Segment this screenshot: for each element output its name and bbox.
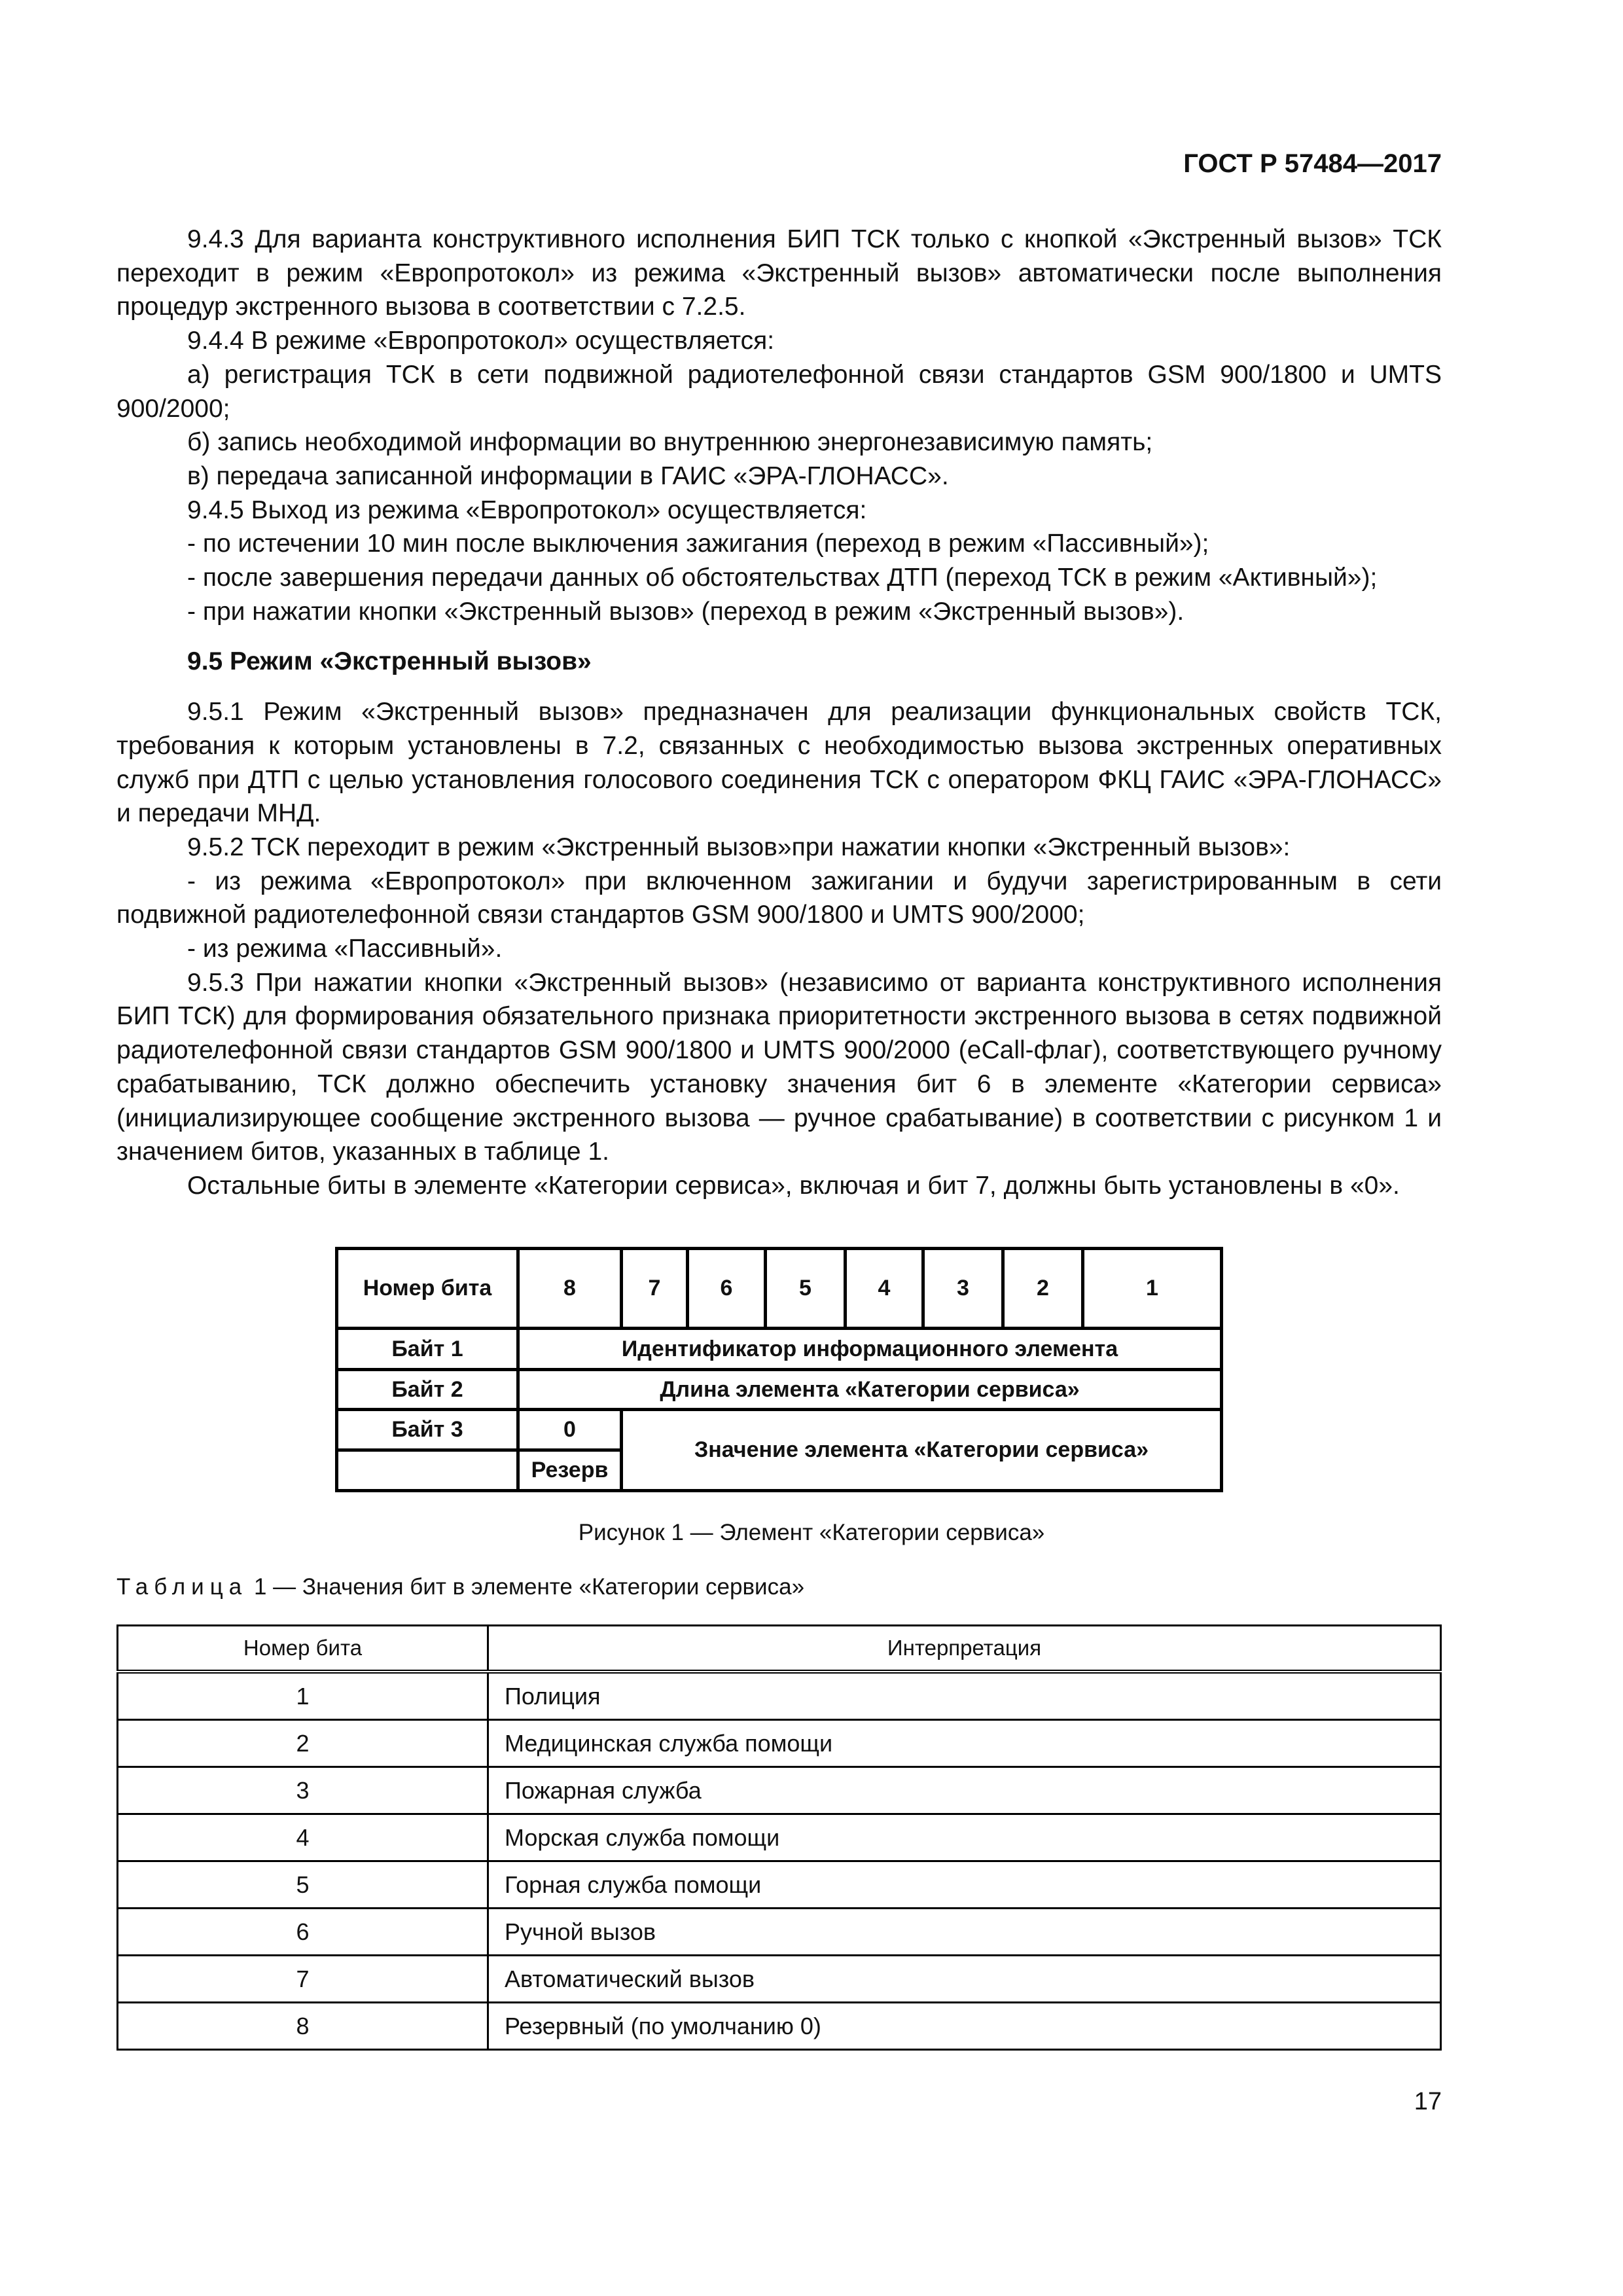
service-category-figure [335, 1247, 1223, 1492]
table-row [118, 2003, 1441, 2050]
interpretation-cell: Морская служба помощи [488, 1814, 1441, 1861]
paragraph: - после завершения передачи данных об обстоятельствах ДТП (переход ТСК в режим «Активный»); [187, 564, 1378, 592]
table-row [118, 1672, 1441, 1720]
table-row [118, 1909, 1441, 1956]
paragraph: - из режима «Пассивный». [187, 935, 503, 963]
figure-bit8-value: 0 [518, 1410, 622, 1450]
figure-empty-cell [337, 1450, 518, 1491]
table-caption-word: Таблица [116, 1574, 248, 1600]
table-row [118, 1767, 1441, 1814]
bit-number-cell: 4 [118, 1814, 488, 1861]
table-row [118, 1861, 1441, 1909]
column-header: Интерпретация [488, 1626, 1441, 1672]
interpretation-cell: Пожарная служба [488, 1767, 1441, 1814]
figure-byte-value: Значение элемента «Категории сервиса» [622, 1410, 1222, 1491]
figure-reserve-label: Резерв [518, 1450, 622, 1491]
table-row [118, 1720, 1441, 1767]
body-text [116, 223, 1442, 1203]
section-heading: 9.5 Режим «Экстренный вызов» [187, 647, 592, 676]
section-9-5-paragraphs [116, 695, 1442, 1203]
figure-bit: 4 [846, 1249, 923, 1329]
interpretation-cell: Горная служба помощи [488, 1861, 1441, 1909]
figure-bit: 6 [688, 1249, 766, 1329]
paragraph: в) передача записанной информации в ГАИС «ЭРА-ГЛОНАСС». [187, 461, 949, 490]
figure-byte2-row [337, 1370, 1222, 1410]
paragraph: - при нажатии кнопки «Экстренный вызов» (переход в режим «Экстренный вызов»). [187, 597, 1185, 626]
section-9-4-paragraphs [116, 223, 1442, 628]
paragraph: 9.5.1 Режим «Экстренный вызов» предназначен для реализации функциональных свойств ТСК, требования к которым установлены в 7.2, связанных с необходимостью вызова экстренных оперативных служб при ДТП с целью установления голосового соединения ТСК с оператором ФКЦ ГАИС «ЭРА-ГЛОНАСС» и передачи МНД. [116, 698, 1442, 828]
paragraph: 9.4.3 Для варианта конструктивного исполнения БИП ТСК только с кнопкой «Экстренный вызов» ТСК переходит в режим «Европротокол» из режима «Экстренный вызов» автоматически после выполнения процедур экстренного вызова в соответствии с 7.2.5. [116, 225, 1442, 321]
table-row [118, 1814, 1441, 1861]
figure-bit: 5 [766, 1249, 846, 1329]
figure-bit: 8 [518, 1249, 622, 1329]
paragraph: - по истечении 10 мин после выключения зажигания (переход в режим «Пассивный»); [187, 529, 1209, 558]
interpretation-cell: Полиция [488, 1672, 1441, 1720]
paragraph: 9.5.3 При нажатии кнопки «Экстренный вызов» (независимо от варианта конструктивного исполнения БИП ТСК) для формирования обязательного признака приоритетности экстренного вызова в сетях подвижной радиотелефонной связи стандартов GSM 900/1800 и UMTS 900/2000 (eCall-флаг), соответствующего ручному срабатыванию, ТСК должно обеспечить установку значения бит 6 в элементе «Категории сервиса» (инициализирующее сообщение экстренного вызова — ручное срабатывание) в соответствии с рисунком 1 и значением битов, указанных в таблице 1. [116, 968, 1442, 1166]
bit-number-cell: 5 [118, 1861, 488, 1909]
bit-number-cell: 6 [118, 1909, 488, 1956]
figure-byte-label: Байт 3 [337, 1410, 518, 1450]
table-header-row [118, 1626, 1441, 1672]
paragraph: - из режима «Европротокол» при включенном зажигании и будучи зарегистрированным в сети подвижной радиотелефонной связи стандартов GSM 900/1800 и UMTS 900/2000; [116, 867, 1442, 929]
bit-values-table [116, 1624, 1442, 2051]
figure-bit: 7 [622, 1249, 688, 1329]
paragraph: б) запись необходимой информации во внутреннюю энергонезависимую память; [187, 428, 1153, 457]
table-caption [116, 1574, 804, 1600]
figure-header-row [337, 1249, 1222, 1329]
table-row [118, 1956, 1441, 2003]
interpretation-cell: Ручной вызов [488, 1909, 1441, 1956]
paragraph: а) регистрация ТСК в сети подвижной радиотелефонной связи стандартов GSM 900/1800 и UMTS 900/2000; [116, 360, 1442, 423]
figure-bit: 2 [1003, 1249, 1083, 1329]
bit-number-cell: 3 [118, 1767, 488, 1814]
bit-number-cell: 8 [118, 2003, 488, 2050]
interpretation-cell: Медицинская служба помощи [488, 1720, 1441, 1767]
interpretation-cell: Автоматический вызов [488, 1956, 1441, 2003]
figure-byte1-row [337, 1329, 1222, 1370]
table-caption-text: 1 — Значения бит в элементе «Категории сервиса» [247, 1574, 805, 1600]
paragraph: 9.4.4 В режиме «Европротокол» осуществляется: [187, 327, 775, 355]
figure-bit: 3 [923, 1249, 1003, 1329]
figure-bit-number-label: Номер бита [337, 1249, 518, 1329]
bit-number-cell: 1 [118, 1672, 488, 1720]
figure-bit: 1 [1083, 1249, 1222, 1329]
paragraph: 9.5.2 ТСК переходит в режим «Экстренный вызов»при нажатии кнопки «Экстренный вызов»: [187, 833, 1291, 861]
paragraph: Остальные биты в элементе «Категории сервиса», включая и бит 7, должны быть установлены в «0». [187, 1171, 1400, 1200]
page-number: 17 [1414, 2088, 1442, 2115]
figure-byte-value: Длина элемента «Категории сервиса» [518, 1370, 1222, 1410]
figure-byte-label: Байт 1 [337, 1329, 518, 1370]
bit-number-cell: 7 [118, 1956, 488, 2003]
figure-caption: Рисунок 1 — Элемент «Категории сервиса» [578, 1520, 1045, 1545]
figure-byte3-row [337, 1410, 1222, 1450]
figure-byte-label: Байт 2 [337, 1370, 518, 1410]
interpretation-cell: Резервный (по умолчанию 0) [488, 2003, 1441, 2050]
paragraph: 9.4.5 Выход из режима «Европротокол» осуществляется: [187, 495, 867, 524]
column-header: Номер бита [118, 1626, 488, 1672]
bit-number-cell: 2 [118, 1720, 488, 1767]
figure-byte-value: Идентификатор информационного элемента [518, 1329, 1222, 1370]
document-header: ГОСТ Р 57484—2017 [1183, 149, 1442, 178]
